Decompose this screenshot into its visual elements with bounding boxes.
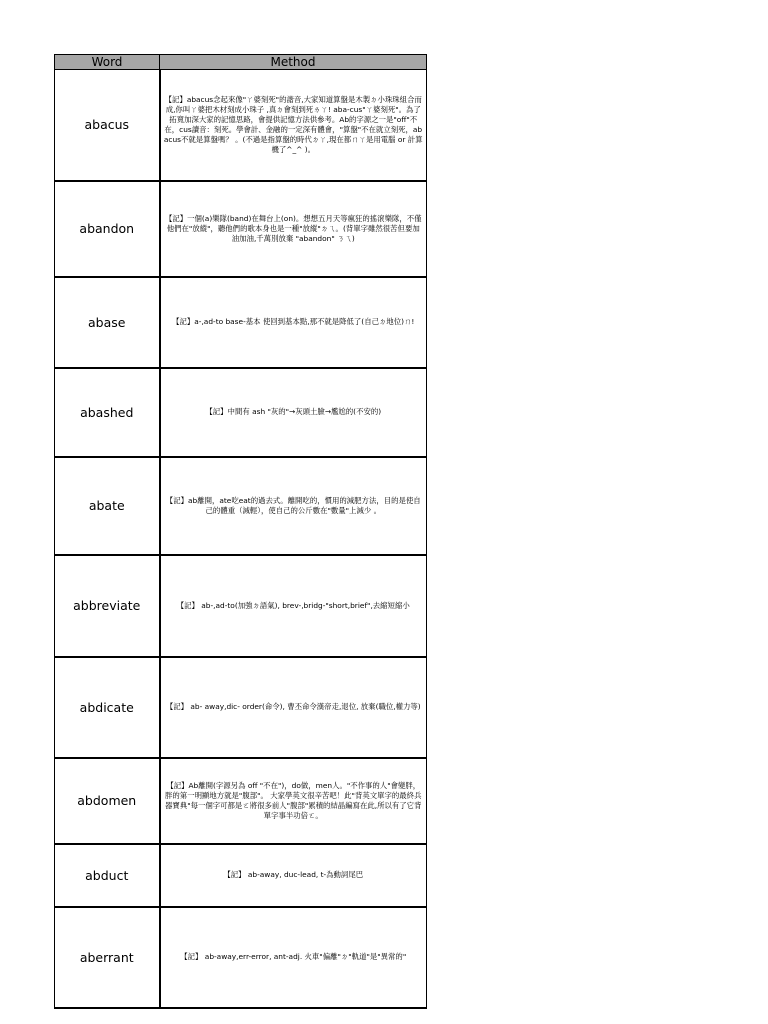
- word-cell: abandon: [55, 181, 160, 277]
- table-row: [55, 457, 427, 555]
- word-cell: abdicate: [55, 657, 160, 758]
- method-cell: 【記】 ab-away,err-error, ant-adj. 火車"偏離"ㄉ"軌道"是"異常的": [160, 907, 427, 1008]
- method-cell: 【記】Ab離開(字源另為 off "不在")，do做，men人。"不作事的人"會變胖，胖的第一明顯地方就是"腹部"。 大家學英文很辛苦吧！此"背英文單字的最終兵器寶典"每一個字可都是ㄛ將很多前人"腹部"累積的結晶編寫在此,所以有了它背單字事半功倍ㄛ。: [160, 758, 427, 844]
- method-cell: 【記】 ab-,ad-to(加強ㄉ語氣), brev-,bridg-"short,brief",去縮短縮小: [160, 555, 427, 657]
- method-cell: 【記】ab離開，ate吃eat的過去式。離開吃的，慣用的減肥方法，目的是使自己的體重（減輕），使自己的公斤數在"數量"上減少 。: [160, 457, 427, 555]
- table-row: [55, 758, 427, 844]
- method-cell: 【記】一個(a)樂隊(band)在舞台上(on)。想想五月天等瘋狂的搖滾樂隊，不僅他們在"放縱"，聽他們的歌本身也是一種"放縱"ㄉㄟ。(背單字雖然很苦但要加油加油,千萬別放棄 "abandon" ㄋㄟ): [160, 181, 427, 277]
- table-row: [55, 844, 427, 907]
- table-row: [55, 657, 427, 758]
- table-row: [55, 555, 427, 657]
- vocabulary-sheet: [54, 54, 426, 1009]
- method-cell: 【記】abacus念起來像"ㄚ婆刻死"的諧音,大家知道算盤是木製ㄉ小珠珠組合而成,你叫ㄚ婆把木材刻成小珠子 ,真ㄉ會刻到死ㄌㄚ! aba-cus"ㄚ婆刻死"。為了拓寬加深大家的記憶思路，會提供記憶方法供參考。Ab的字源之一是"off"不在，cus讀音：刻死。學會計、金融的一定深有體會，"算盤"不在就立刻死，abacus不就是算盤嗎？ 。(不過是指算盤的時代ㄉㄚ,現在都ㄇㄚ是用電腦 or 計算機了^_^ )。: [160, 70, 427, 181]
- method-column-header: Method: [160, 55, 427, 70]
- method-cell: 【記】 ab- away,dic- order(命令), 曹丕命令漢帝走,退位, 放棄(職位,權力等): [160, 657, 427, 758]
- word-cell: abdomen: [55, 758, 160, 844]
- table-row: [55, 368, 427, 457]
- word-cell: abbreviate: [55, 555, 160, 657]
- word-cell: abduct: [55, 844, 160, 907]
- word-cell: abashed: [55, 368, 160, 457]
- header-row: [55, 55, 427, 70]
- word-cell: abate: [55, 457, 160, 555]
- word-cell: aberrant: [55, 907, 160, 1008]
- table-row: [55, 907, 427, 1008]
- word-cell: abacus: [55, 70, 160, 181]
- method-cell: 【記】 ab-away, duc-lead, t-為動詞尾巴: [160, 844, 427, 907]
- table-row: [55, 70, 427, 181]
- vocabulary-table: [54, 54, 427, 1009]
- table-row: [55, 277, 427, 368]
- table-row: [55, 181, 427, 277]
- method-cell: 【記】中間有 ash "灰的"→灰頭土臉→尷尬的(不安的): [160, 368, 427, 457]
- word-column-header: Word: [55, 55, 160, 70]
- word-cell: abase: [55, 277, 160, 368]
- method-cell: 【記】a-,ad-to base-基本 使回到基本點,那不就是降低了(自己ㄉ地位)ㄇ!: [160, 277, 427, 368]
